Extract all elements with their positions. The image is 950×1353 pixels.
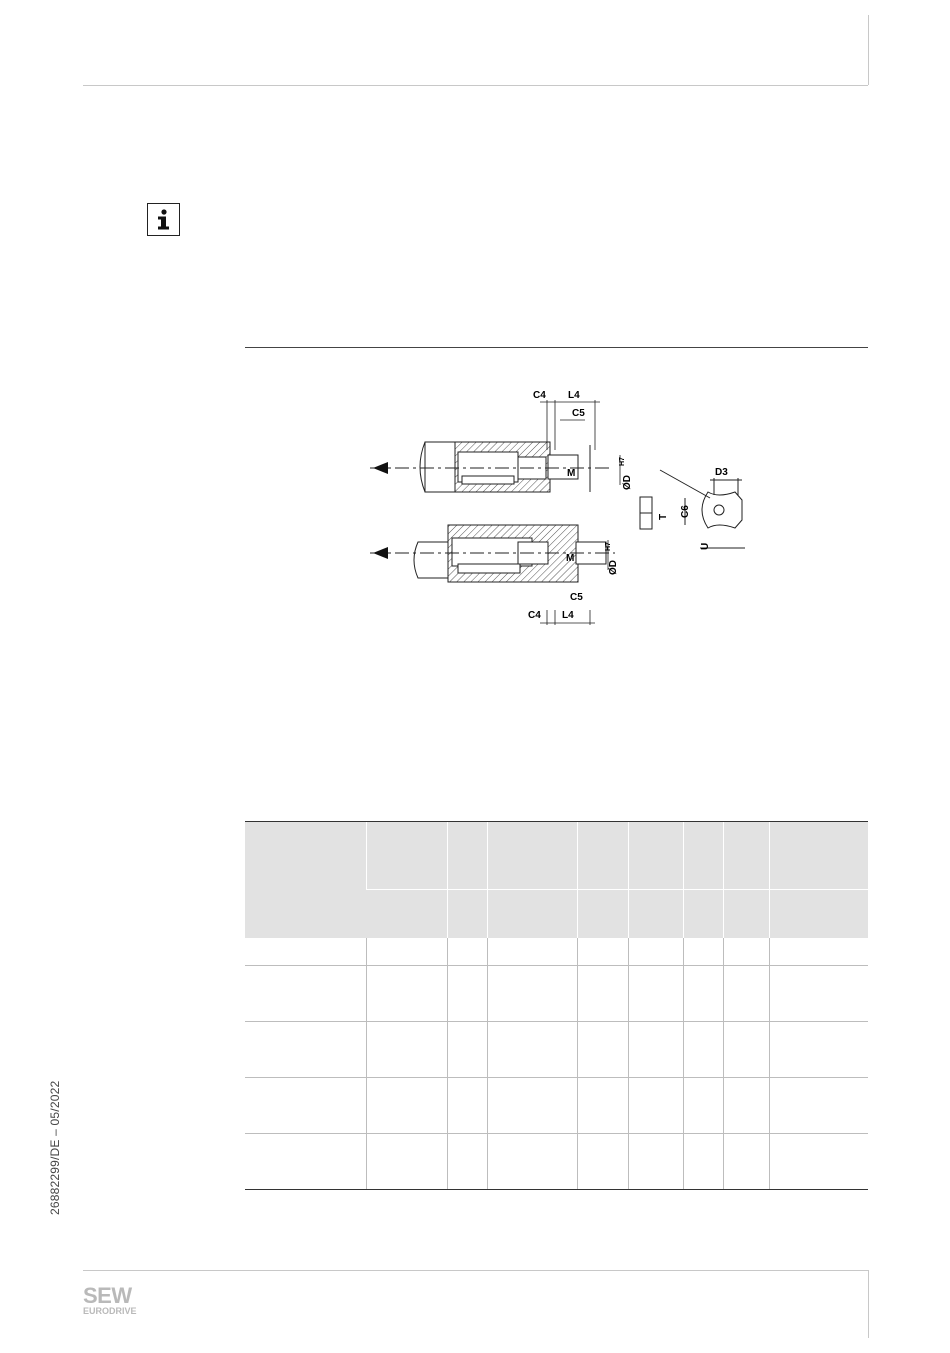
label-h7-upper: H7 [619, 457, 626, 466]
label-d-h7-upper: ØD [622, 475, 633, 490]
table-header-cell [487, 822, 577, 890]
table-row [245, 1078, 868, 1134]
table-header-cell [683, 822, 723, 890]
header-vertical-rule [868, 15, 869, 85]
footer-vertical-rule [868, 1270, 869, 1338]
table-row [245, 966, 868, 1022]
shaft-dimension-drawing [340, 380, 770, 640]
table-header-cell [366, 890, 447, 939]
label-m-upper: M [567, 468, 576, 479]
label-c5: C5 [572, 408, 585, 419]
table-header-cell [769, 822, 868, 890]
label-m-lower: M [566, 553, 575, 564]
info-icon [147, 203, 180, 236]
footer-rule [83, 1270, 868, 1271]
svg-text:SEW: SEW [83, 1283, 132, 1308]
label-c4-lower: C4 [528, 610, 541, 621]
label-u: U [700, 542, 711, 550]
document-id: 26882299/DE – 05/2022 [48, 1080, 62, 1215]
upper-assembly [420, 442, 590, 492]
table-row [245, 1134, 868, 1190]
table-row [245, 938, 868, 966]
direction-arrow-lower [373, 547, 388, 559]
table-header-cell [447, 890, 487, 939]
table-header-cell [769, 890, 868, 939]
label-t: T [658, 513, 669, 520]
label-c5-lower: C5 [570, 592, 583, 603]
label-l4-lower: L4 [562, 610, 574, 621]
table-header-row [245, 822, 868, 890]
label-c6: C6 [680, 505, 691, 518]
table-header-cell [487, 890, 577, 939]
table-header-cell [577, 822, 628, 890]
section-divider [245, 347, 868, 348]
table-header-cell [366, 822, 447, 890]
label-d-h7-lower: ØD [608, 560, 619, 575]
table-header-cell [683, 890, 723, 939]
label-h7-lower: H7 [605, 542, 612, 551]
table-header-cell [447, 822, 487, 890]
direction-arrow-upper [373, 462, 388, 474]
dimension-table [245, 821, 868, 1190]
table-row [245, 1022, 868, 1078]
table-header-cell [245, 822, 366, 939]
sew-eurodrive-logo [83, 1283, 153, 1319]
svg-text:EURODRIVE: EURODRIVE [83, 1306, 137, 1316]
table-header-cell [577, 890, 628, 939]
table-header-cell [723, 822, 769, 890]
header-rule [83, 85, 868, 86]
label-c4: C4 [533, 390, 546, 401]
table-header-cell [628, 890, 683, 939]
table-header-cell [628, 822, 683, 890]
label-l4: L4 [568, 390, 580, 401]
table-header-cell [723, 890, 769, 939]
side-view [640, 470, 745, 548]
label-d3: D3 [715, 467, 728, 478]
